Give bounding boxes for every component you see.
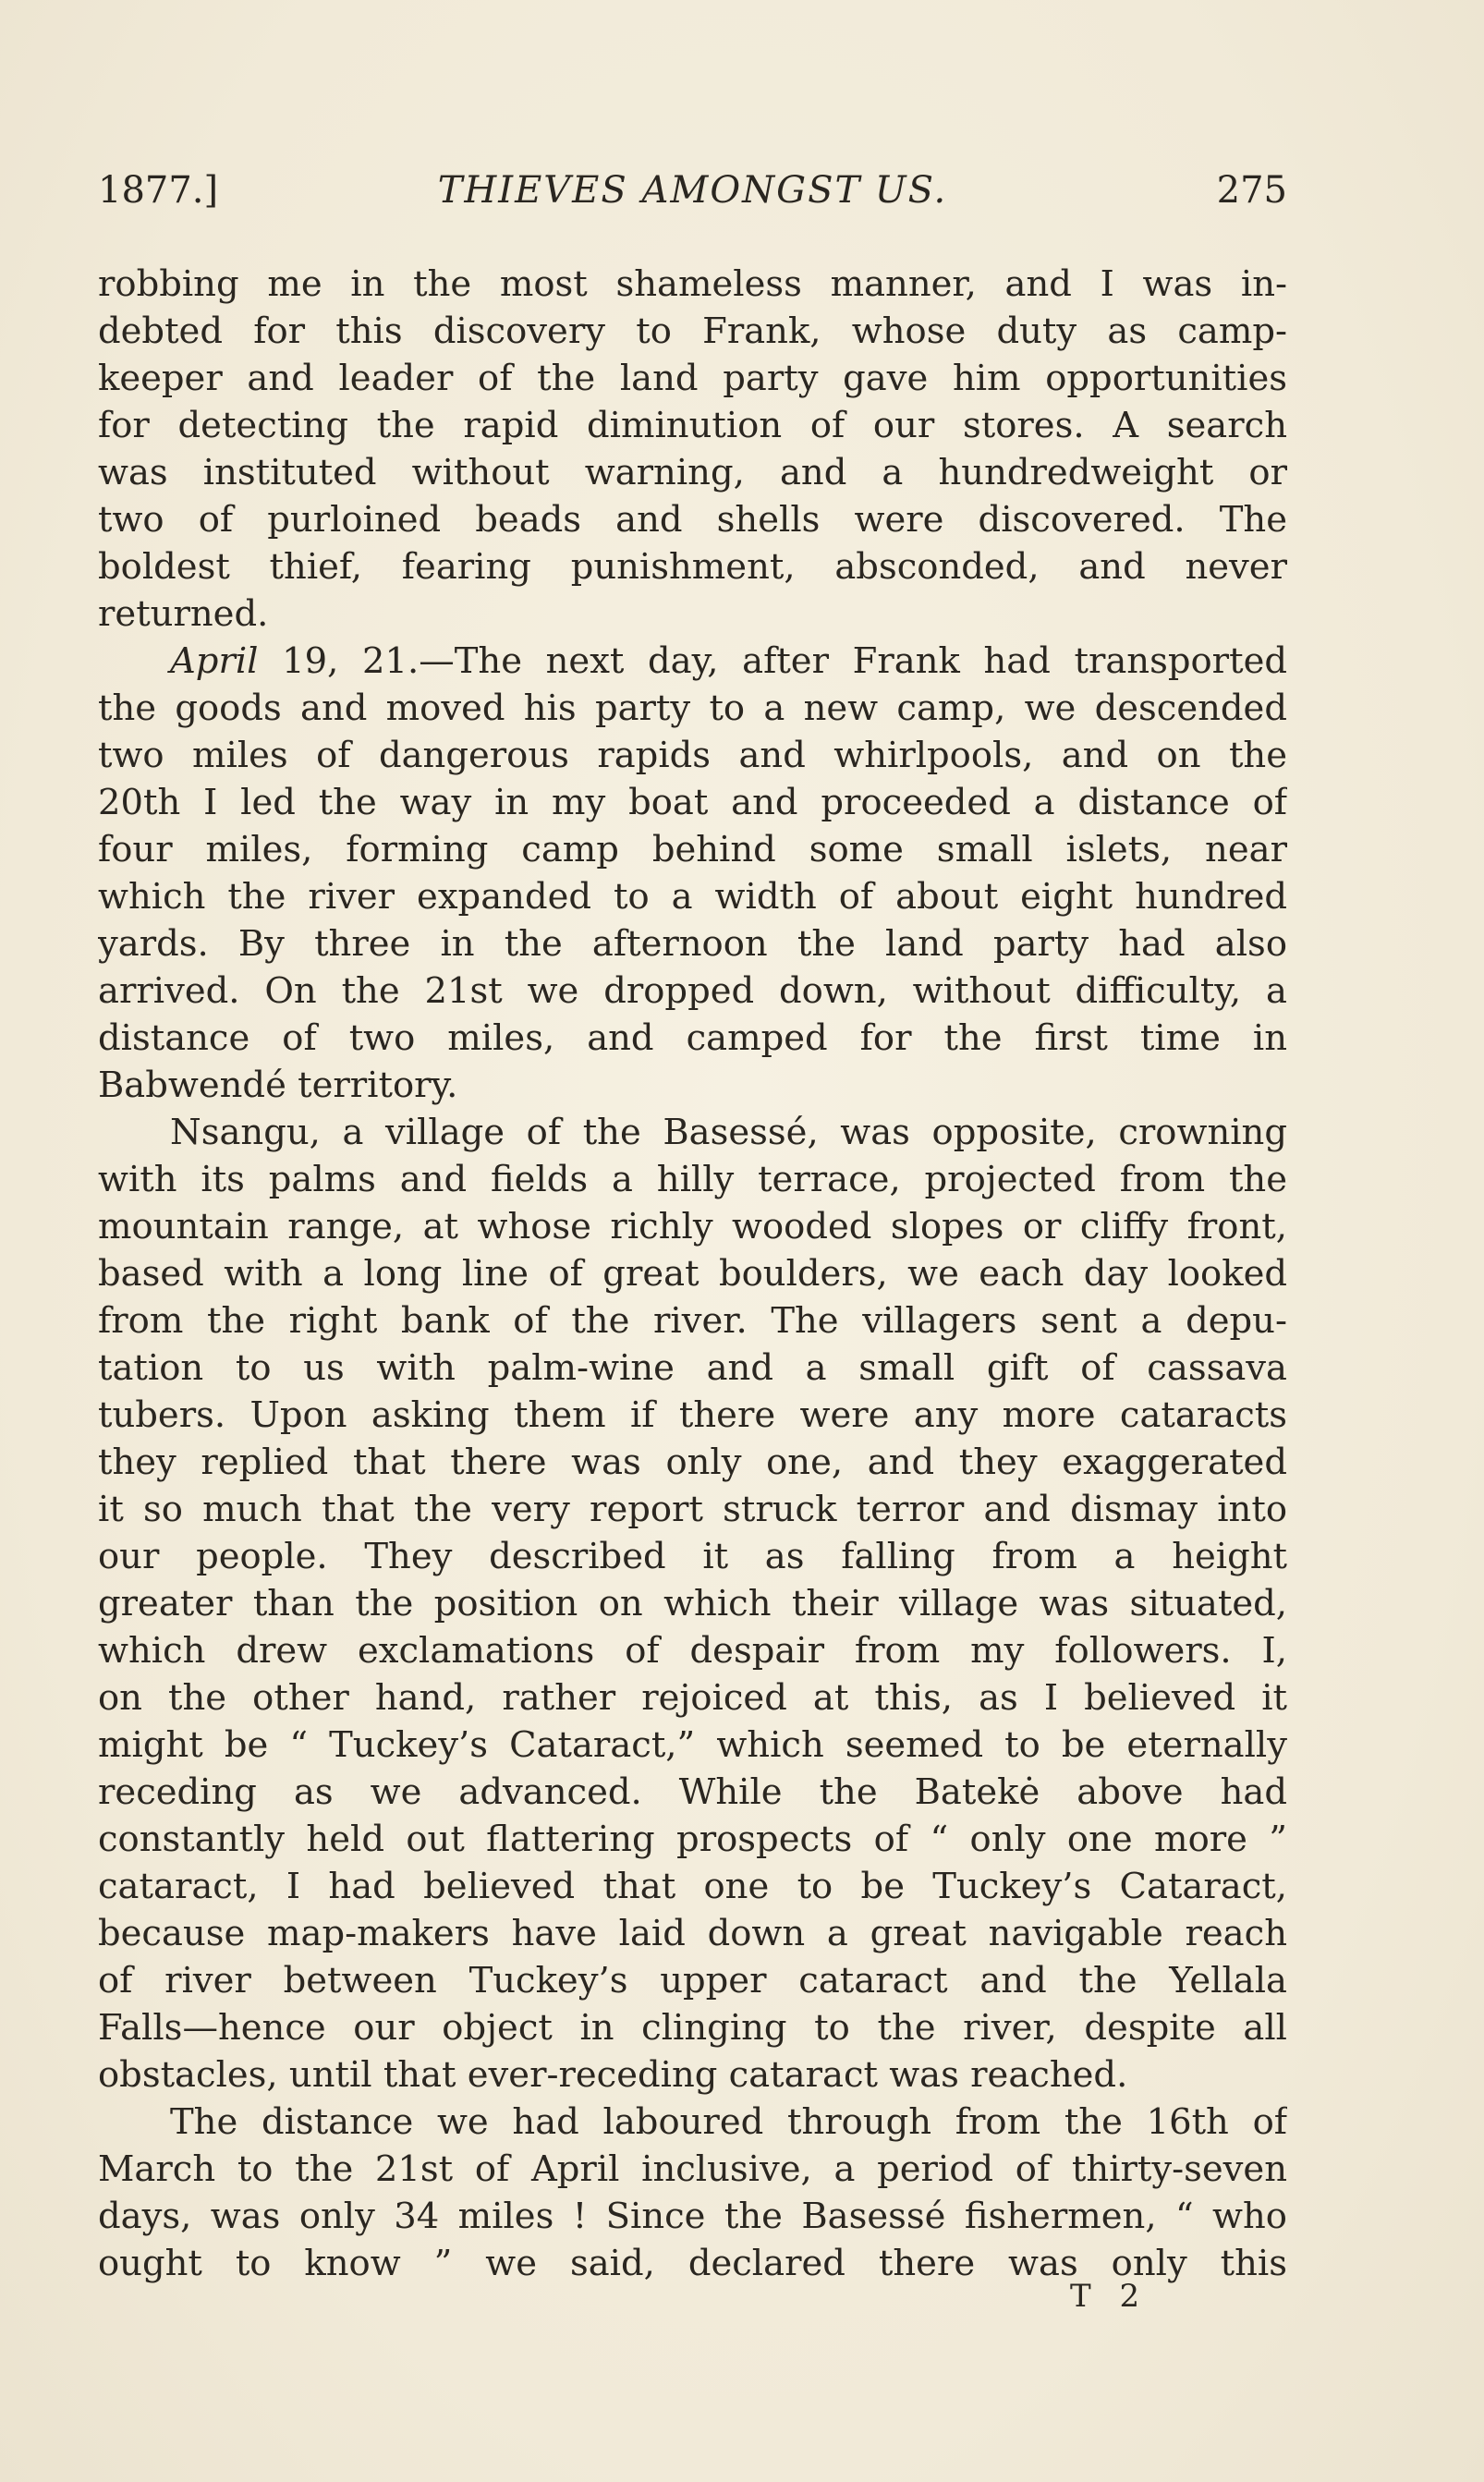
text-line: might be “ Tuckey’s Cataract,” which seemed to be eternally xyxy=(98,1724,1287,1766)
text-line: of river between Tuckey’s upper cataract and the Yellala xyxy=(98,1960,1287,2001)
text-line: Falls—hence our object in clinging to the river, despite all xyxy=(98,2007,1287,2049)
text-line: keeper and leader of the land party gave him opportunities xyxy=(98,358,1287,399)
header-year: 1877.] xyxy=(98,169,219,212)
text-line: they replied that there was only one, and they exaggerated xyxy=(98,1442,1287,1483)
text-line: it so much that the very report struck terror and dismay into xyxy=(98,1489,1287,1530)
text-line: days, was only 34 miles ! Since the Basessé fishermen, “ who xyxy=(98,2196,1287,2237)
text-line: obstacles, until that ever-receding cataract was reached. xyxy=(98,2054,1128,2096)
text-line: cataract, I had believed that one to be Tuckey’s Cataract, xyxy=(98,1866,1287,1907)
text-line: two miles of dangerous rapids and whirlpools, and on the xyxy=(98,735,1287,776)
body-text xyxy=(98,261,1287,2287)
text-line: tubers. Upon asking them if there were any more cataracts xyxy=(98,1394,1287,1436)
text-line: arrived. On the 21st we dropped down, without difficulty, a xyxy=(98,970,1287,1012)
text-line: for detecting the rapid diminution of our stores. A search xyxy=(98,405,1287,446)
text-line: tation to us with palm-wine and a small gift of cassava xyxy=(98,1347,1287,1389)
text-line: mountain range, at whose richly wooded slopes or cliffy front, xyxy=(98,1206,1287,1247)
text-line: the goods and moved his party to a new camp, we descended xyxy=(98,687,1287,729)
header-title: THIEVES AMONGST US. xyxy=(437,169,948,212)
text-line: debted for this discovery to Frank, whose duty as camp- xyxy=(98,310,1287,352)
text-line: which drew exclamations of despair from my followers. I, xyxy=(98,1630,1287,1672)
text-line: Nsangu, a village of the Basessé, was opposite, crowning xyxy=(170,1112,1287,1153)
text-line: March to the 21st of April inclusive, a period of thirty-seven xyxy=(98,2148,1287,2190)
page-number: 275 xyxy=(1216,169,1287,212)
text-line: ought to know ” we said, declared there was only this xyxy=(98,2243,1287,2284)
text-line: four miles, forming camp behind some small islets, near xyxy=(98,829,1287,870)
text-line: 20th I led the way in my boat and proceeded a distance of xyxy=(98,782,1287,823)
text-line: was instituted without warning, and a hundredweight or xyxy=(98,452,1287,493)
text-line: from the right bank of the river. The villagers sent a depu- xyxy=(98,1300,1287,1342)
text-line: The distance we had laboured through from the 16th of xyxy=(170,2101,1287,2143)
text-line: yards. By three in the afternoon the land party had also xyxy=(98,923,1287,965)
text-line: Babwendé territory. xyxy=(98,1065,458,1106)
text-line: boldest thief, fearing punishment, absconded, and never xyxy=(98,546,1287,588)
text-line: based with a long line of great boulders, we each day looked xyxy=(98,1253,1287,1295)
text-line: our people. They described it as falling from a height xyxy=(98,1536,1287,1577)
text-line: April 19, 21.—The next day, after Frank had transported xyxy=(170,640,1287,682)
text-line: constantly held out flattering prospects of “ only one more ” xyxy=(98,1819,1287,1860)
text-line: receding as we advanced. While the Batekė above had xyxy=(98,1771,1287,1813)
text-line: distance of two miles, and camped for the first time in xyxy=(98,1017,1287,1059)
text-line: on the other hand, rather rejoiced at this, as I believed it xyxy=(98,1677,1287,1719)
text-line: which the river expanded to a width of about eight hundred xyxy=(98,876,1287,918)
text-line: robbing me in the most shameless manner, and I was in- xyxy=(98,263,1287,305)
text-line: with its palms and fields a hilly terrace, projected from the xyxy=(98,1159,1287,1200)
signature-mark: T 2 xyxy=(1070,2278,1149,2315)
text-line: two of purloined beads and shells were discovered. The xyxy=(98,499,1287,541)
text-line: because map-makers have laid down a great navigable reach xyxy=(98,1913,1287,1954)
running-head xyxy=(98,163,1287,218)
text-line: greater than the position on which their village was situated, xyxy=(98,1583,1287,1624)
text-line: returned. xyxy=(98,593,269,635)
